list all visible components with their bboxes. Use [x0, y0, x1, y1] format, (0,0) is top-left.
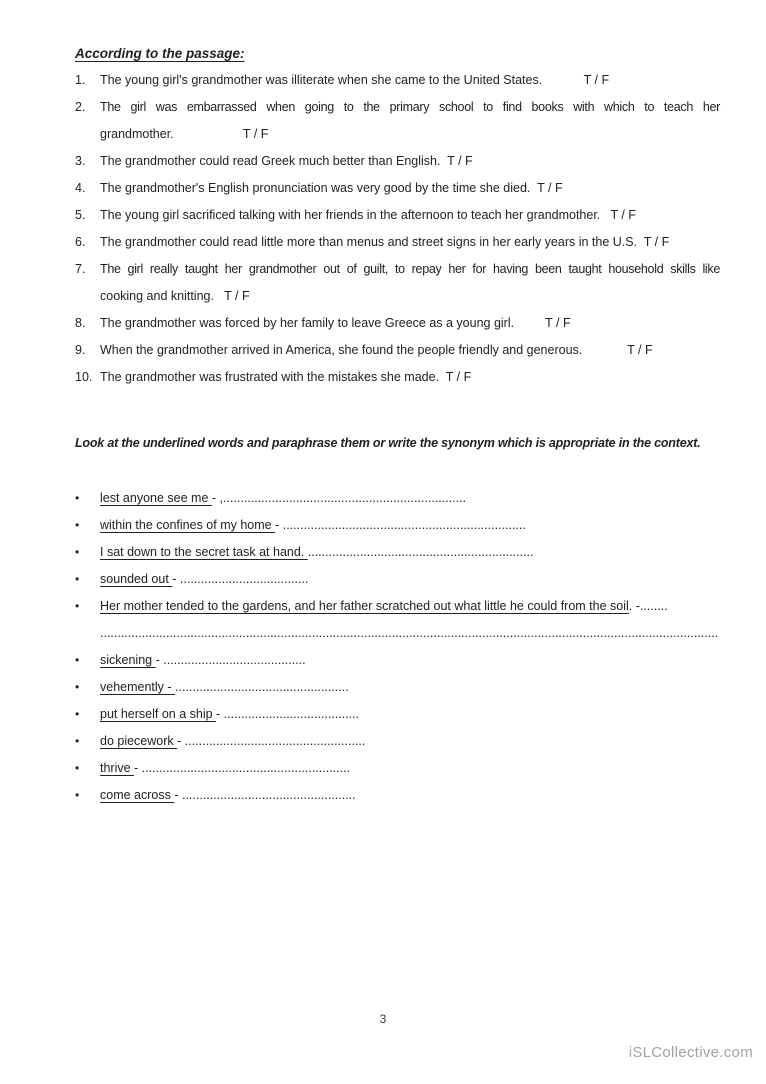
synonym-item: [75, 593, 720, 647]
underlined-phrase: sounded out: [100, 572, 173, 586]
question-item: [75, 175, 720, 202]
underlined-phrase: thrive: [100, 761, 135, 775]
synonym-item: [75, 539, 720, 566]
answer-dots: . -........: [628, 599, 668, 613]
bullet-icon: •: [75, 545, 80, 559]
underlined-phrase: put herself on a ship: [100, 707, 217, 721]
bullet-icon: •: [75, 707, 80, 721]
question-text: The grandmother was frustrated with the mistakes she made. T / F: [100, 370, 472, 384]
answer-dots: - ,......................................................................: [211, 491, 467, 505]
synonym-item: [75, 728, 720, 755]
underlined-phrase: Her mother tended to the gardens, and her father scratched out what little he could from the soil: [100, 599, 629, 613]
answer-dots: - .......................................: [216, 707, 360, 721]
question-number: 7.: [75, 262, 86, 276]
question-number: 8.: [75, 316, 86, 330]
answer-dots: ..................................................: [175, 680, 349, 694]
question-number: 3.: [75, 154, 86, 168]
question-text: The girl really taught her grandmother out of guilt, to repay her for having been taught household skills like: [100, 262, 720, 276]
question-item: [75, 202, 720, 229]
question-text: When the grandmother arrived in America, she found the people friendly and generous. T / F: [100, 343, 653, 357]
bullet-icon: •: [75, 734, 80, 748]
bullet-icon: •: [75, 653, 80, 667]
question-number: 6.: [75, 235, 86, 249]
question-text-continued: grandmother. T / F: [100, 127, 269, 141]
question-text: The young girl sacrificed talking with her friends in the afternoon to teach her grandmother. T / F: [100, 208, 636, 222]
synonym-item-list: [75, 485, 720, 809]
bullet-icon: •: [75, 788, 80, 802]
question-text-continued: cooking and knitting. T / F: [100, 289, 250, 303]
bullet-icon: •: [75, 599, 80, 613]
synonym-item: [75, 755, 720, 782]
answer-dots: - ..................................................: [174, 788, 356, 802]
underlined-phrase: I sat down to the secret task at hand.: [100, 545, 308, 559]
answer-dots: - ............................................................: [134, 761, 351, 775]
question-text: The grandmother's English pronunciation was very good by the time she died. T / F: [100, 181, 563, 195]
islcollective-watermark: iSLCollective.com: [628, 1044, 753, 1061]
question-item: [75, 148, 720, 175]
answer-dots: - .........................................: [155, 653, 306, 667]
question-number: 5.: [75, 208, 86, 222]
question-text: The grandmother could read little more than menus and street signs in her early years in the U.S. T / F: [100, 235, 670, 249]
question-item: [75, 67, 720, 94]
question-number: 10.: [75, 370, 93, 384]
bullet-icon: •: [75, 518, 80, 532]
synonym-item: [75, 566, 720, 593]
bullet-icon: •: [75, 761, 80, 775]
underlined-phrase: come across: [100, 788, 175, 802]
underlined-phrase: lest anyone see me: [100, 491, 212, 505]
question-number: 4.: [75, 181, 86, 195]
question-item: [75, 94, 720, 148]
answer-dots-continued: ..................................................................................................................................................................................: [100, 626, 719, 640]
tf-section-heading: According to the passage:: [75, 46, 245, 61]
underlined-phrase: within the confines of my home: [100, 518, 276, 532]
question-number: 9.: [75, 343, 86, 357]
answer-dots: - ....................................................: [177, 734, 366, 748]
synonym-item: [75, 782, 720, 809]
question-text: The young girl's grandmother was illiterate when she came to the United States. T / F: [100, 73, 610, 87]
question-number: 1.: [75, 73, 86, 87]
question-item: [75, 310, 720, 337]
question-text: The girl was embarrassed when going to the primary school to find books with which to teach her: [100, 100, 720, 114]
synonym-item: [75, 512, 720, 539]
underlined-phrase: sickening: [100, 653, 156, 667]
bullet-icon: •: [75, 680, 80, 694]
synonym-section-instruction: Look at the underlined words and paraphrase them or write the synonym which is appropriate in the context.: [75, 436, 701, 450]
bullet-icon: •: [75, 572, 80, 586]
tf-question-list: [75, 67, 720, 391]
underlined-phrase: do piecework: [100, 734, 178, 748]
question-item: [75, 337, 720, 364]
question-text: The grandmother could read Greek much better than English. T / F: [100, 154, 473, 168]
page-number: 3: [379, 1012, 387, 1026]
underlined-phrase: vehemently -: [100, 680, 176, 694]
question-text: The grandmother was forced by her family to leave Greece as a young girl. T / F: [100, 316, 571, 330]
question-item: [75, 229, 720, 256]
synonym-item: [75, 647, 720, 674]
bullet-icon: •: [75, 491, 80, 505]
answer-dots: .................................................................: [307, 545, 534, 559]
synonym-item: [75, 674, 720, 701]
synonym-item: [75, 485, 720, 512]
answer-dots: - ......................................................................: [275, 518, 526, 532]
synonym-item: [75, 701, 720, 728]
question-item: [75, 256, 720, 310]
page-content: [75, 44, 720, 809]
question-number: 2.: [75, 100, 86, 114]
answer-dots: - .....................................: [172, 572, 309, 586]
question-item: [75, 364, 720, 391]
